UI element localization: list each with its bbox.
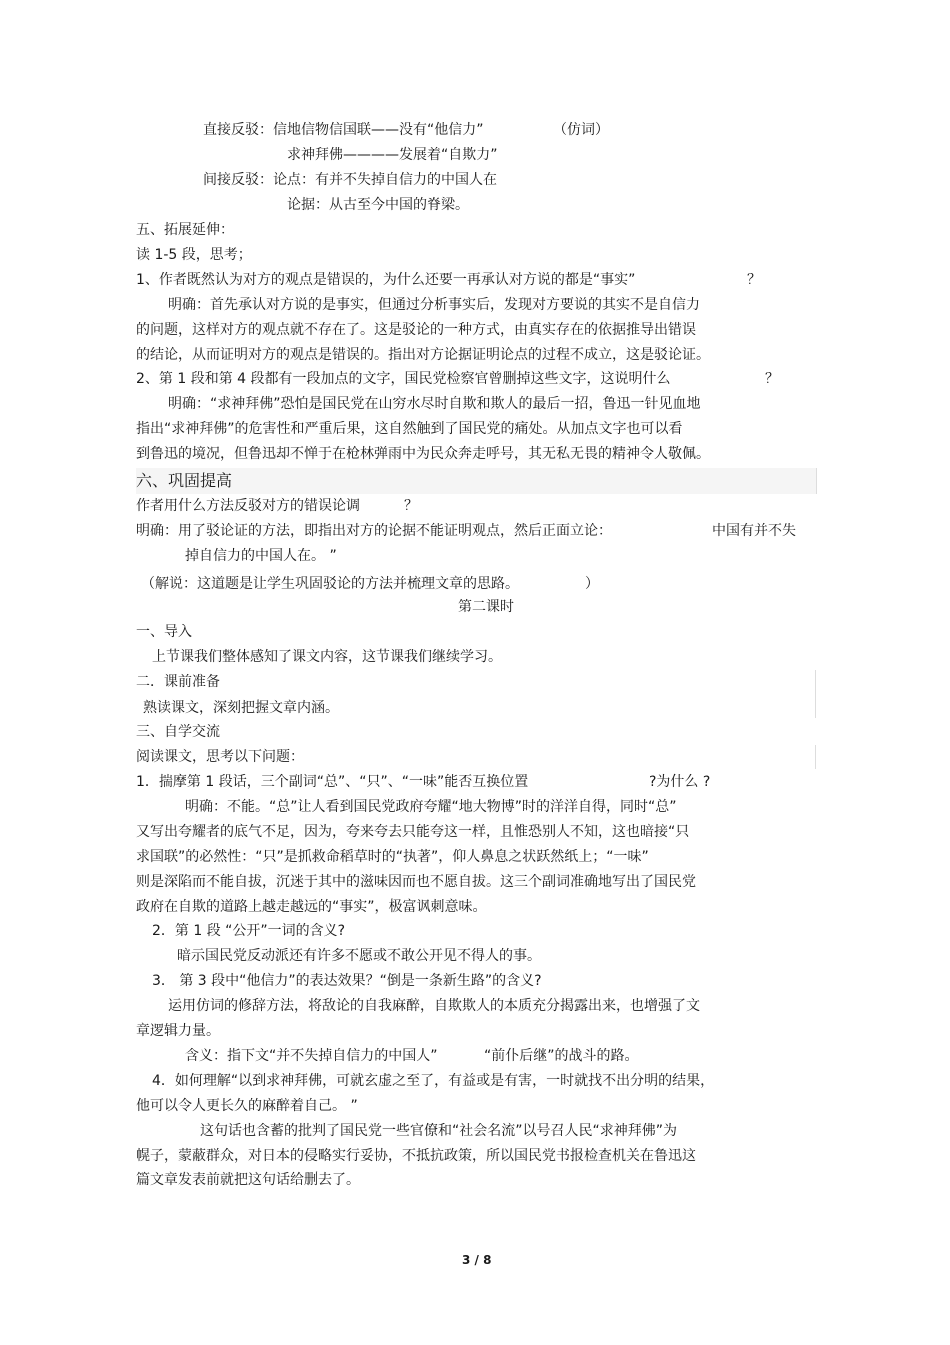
text-line: 的问题，这样对方的观点就不存在了。这是驳论的一种方式，由真实存在的依据推导出错误 xyxy=(136,322,696,338)
note-line: （解说：这道题是让学生巩固驳论的方法并梳理文章的思路。 xyxy=(141,576,519,592)
text-line: 这句话也含蓄的批判了国民党一些官僚和“社会名流”以号召人民“求神拜佛”为 xyxy=(200,1123,678,1139)
margin-rule xyxy=(815,670,816,718)
question-tail: ?为什么 ? xyxy=(649,774,711,790)
text-line: 间接反驳：论点：有并不失掉自信力的中国人在 xyxy=(203,172,497,188)
text-line: “前仆后继”的战斗的路。 xyxy=(484,1048,639,1064)
text-line: 暗示国民党反动派还有许多不愿或不敢公开见不得人的事。 xyxy=(177,948,541,964)
question-mark: ？ xyxy=(747,272,761,288)
text-line: 熟读课文，深刻把握文章内涵。 xyxy=(143,700,339,716)
question-line: 4．如何理解“以到求神拜佛，可就玄虚之至了，有益或是有害，一时就找不出分明的结果， xyxy=(152,1073,715,1089)
section-heading: 六、巩固提高 xyxy=(136,471,233,490)
text-line: 明确：不能。“总”让人看到国民党政府夸耀“地大物博”时的洋洋自得，同时“总” xyxy=(185,799,677,815)
question-line: 2、第 1 段和第 4 段都有一段加点的文字，国民党检察官曾删掉这些文字，这说明什么 xyxy=(136,371,671,387)
section-heading: 二．课前准备 xyxy=(136,674,220,690)
text-line: 他可以令人更长久的麻醉着自己。 ” xyxy=(136,1098,358,1114)
page-number: 3 / 8 xyxy=(462,1253,492,1267)
margin-rule xyxy=(815,745,816,769)
text-line: 论据：从古至今中国的脊梁。 xyxy=(287,197,469,213)
question-mark: ？ xyxy=(765,371,779,387)
text-line: 又写出夸耀者的底气不足，因为，夸来夸去只能夸这一样，且惟恐别人不知，这也暗接“只 xyxy=(136,824,690,840)
note-close: ） xyxy=(585,576,599,592)
question-line: 1．揣摩第 1 段话，三个副词“总”、“只”、“一味”能否互换位置 xyxy=(136,774,529,790)
text-line: 明确：用了驳论证的方法，即指出对方的论据不能证明观点，然后正面立论： xyxy=(136,523,612,539)
text-line: 政府在自欺的道路上越走越远的“事实”，极富讽刺意味。 xyxy=(136,899,487,915)
question-line: 2．第 1 段 “公开”一词的含义? xyxy=(152,923,346,939)
text-line: 直接反驳：信地信物信国联——没有“他信力” xyxy=(203,122,484,138)
text-line: 上节课我们整体感知了课文内容，这节课我们继续学习。 xyxy=(152,649,502,665)
text-line: 运用仿词的修辞方法，将敌论的自我麻醉，自欺欺人的本质充分揭露出来，也增强了文 xyxy=(168,998,700,1014)
text-line: 篇文章发表前就把这句话给删去了。 xyxy=(136,1172,360,1188)
text-line: 指出“求神拜佛”的危害性和严重后果，这自然触到了国民党的痛处。从加点文字也可以看 xyxy=(136,421,683,437)
text-line: 求国联”的必然性：“只”是抓救命稻草时的“执著”，仰人鼻息之状跃然纸上；“一味” xyxy=(136,849,649,865)
text-line: 的结论，从而证明对方的观点是错误的。指出对方论据证明论点的过程不成立，这是驳论证。 xyxy=(136,347,710,363)
question-line: 3． 第 3 段中“他信力”的表达效果？“倒是一条新生路”的含义? xyxy=(152,973,542,989)
lesson-title: 第二课时 xyxy=(458,599,514,615)
text-line: 明确：“求神拜佛”恐怕是国民党在山穷水尽时自欺和欺人的最后一招，鲁迅一针见血地 xyxy=(168,396,701,412)
text-line: 求神拜佛————发展着“自欺力” xyxy=(287,147,498,163)
question-mark: ？ xyxy=(404,498,418,514)
question-line: 作者用什么方法反驳对方的错误论调 xyxy=(136,498,360,514)
section-heading: 五、拓展延伸： xyxy=(136,222,234,238)
text-line: 到鲁迅的境况，但鲁迅却不惮于在枪林弹雨中为民众奔走呼号，其无私无畏的精神令人敬佩。 xyxy=(136,446,710,462)
text-line: 章逻辑力量。 xyxy=(136,1023,220,1039)
section-highlight-bar xyxy=(136,468,817,494)
question-line: 1、作者既然认为对方的观点是错误的，为什么还要一再承认对方说的都是“事实” xyxy=(136,272,636,288)
text-line: 幌子，蒙蔽群众，对日本的侵略实行妥协，不抵抗政策，所以国民党书报检查机关在鲁迅这 xyxy=(136,1148,696,1164)
text-line: （仿词） xyxy=(553,122,609,138)
section-heading: 三、自学交流 xyxy=(136,724,220,740)
text-line: 含义：指下文“并不失掉自信力的中国人” xyxy=(185,1048,438,1064)
text-line: 则是深陷而不能自拔，沉迷于其中的滋味因而也不愿自拔。这三个副词准确地写出了国民党 xyxy=(136,874,696,890)
text-line: 明确：首先承认对方说的是事实，但通过分析事实后，发现对方要说的其实不是自信力 xyxy=(168,297,700,313)
text-line: 读 1-5 段，思考； xyxy=(136,247,252,263)
text-line: 阅读课文，思考以下问题： xyxy=(136,749,304,765)
text-line: 掉自信力的中国人在。 ” xyxy=(185,548,337,564)
text-line: 中国有并不失 xyxy=(712,523,796,539)
section-heading: 一、导入 xyxy=(136,624,192,640)
